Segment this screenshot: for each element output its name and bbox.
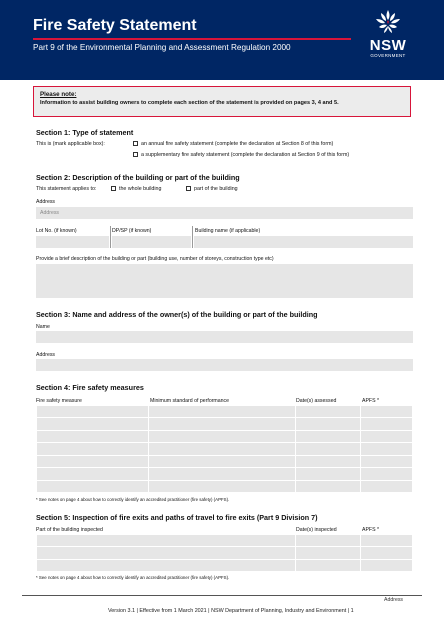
apfs-col-header: APFS *: [362, 398, 380, 404]
lot-label: Lot No. (if known): [36, 228, 77, 234]
table-cell[interactable]: [361, 455, 413, 467]
standard-col-header: Minimum standard of performance: [150, 398, 229, 404]
waratah-icon: [373, 8, 403, 38]
table-cell[interactable]: [361, 559, 413, 571]
table-row: [37, 443, 413, 455]
owner-name-field[interactable]: [36, 331, 413, 343]
table-cell[interactable]: [296, 535, 361, 547]
table-cell[interactable]: [361, 535, 413, 547]
table-cell[interactable]: [37, 559, 296, 571]
table-row: [37, 418, 413, 430]
table-cell[interactable]: [149, 418, 296, 430]
table-cell[interactable]: [37, 406, 149, 418]
supplementary-checkbox[interactable]: [133, 152, 138, 157]
table-cell[interactable]: [149, 443, 296, 455]
table-cell[interactable]: [361, 418, 413, 430]
section2-heading: Section 2: Description of the building or part of the building: [36, 173, 240, 182]
supplementary-option[interactable]: [133, 152, 349, 158]
owner-name-label: Name: [36, 324, 50, 330]
annual-checkbox[interactable]: [133, 141, 138, 146]
dpsp-label: DP/SP (if known): [112, 228, 152, 234]
footer-divider: [22, 595, 422, 596]
page-header: [0, 0, 444, 80]
annual-option[interactable]: [133, 141, 333, 147]
table-cell[interactable]: [296, 559, 361, 571]
table-cell[interactable]: [296, 418, 361, 430]
measures-col-header: Fire safety measure: [36, 398, 82, 404]
table-cell[interactable]: [37, 455, 149, 467]
owner-address-label: Address: [36, 352, 56, 358]
section5-heading: Section 5: Inspection of fire exits and paths of travel to fire exits (Part 9 Division 7): [36, 513, 318, 522]
owner-address-field[interactable]: [36, 359, 413, 371]
table-row: [37, 480, 413, 492]
section4-heading: Section 4: Fire safety measures: [36, 383, 144, 392]
table-row: [37, 430, 413, 442]
table-cell[interactable]: [37, 535, 296, 547]
description-label: Provide a brief description of the building or part (building use, number of storeys, construction type etc): [36, 256, 274, 262]
part-building-option[interactable]: [186, 186, 238, 192]
table-cell[interactable]: [361, 468, 413, 480]
date-assessed-col-header: Date(s) assessed: [296, 398, 337, 404]
apfs5-col-header: APFS *: [362, 527, 380, 533]
table-row: [37, 406, 413, 418]
part-building-checkbox[interactable]: [186, 186, 191, 191]
table-cell[interactable]: [37, 430, 149, 442]
table-cell[interactable]: [361, 406, 413, 418]
section4-footnote: * See notes on page 4 about how to correctly identify an accredited practitioner (fire safety) (APFS).: [36, 497, 230, 502]
table-cell[interactable]: [361, 547, 413, 559]
table-row: [37, 559, 413, 571]
table-cell[interactable]: [149, 468, 296, 480]
section1-intro: This is (mark applicable box):: [36, 141, 105, 147]
address-placeholder: Address: [40, 210, 60, 216]
table-cell[interactable]: [149, 455, 296, 467]
note-text: Information to assist building owners to complete each section of the statement is provided on pages 3, 4 and 5.: [40, 100, 339, 106]
table-row: [37, 547, 413, 559]
field-separator: [110, 226, 111, 248]
field-separator: [192, 226, 193, 248]
section5-footnote: * See notes on page 4 about how to correctly identify an accredited practitioner (fire safety) (APFS).: [36, 575, 230, 580]
table-cell[interactable]: [296, 406, 361, 418]
nsw-government-logo: [364, 8, 412, 70]
footer-address: Address: [384, 597, 404, 603]
part-building-label: part of the building: [194, 186, 238, 192]
lot-field[interactable]: [36, 236, 109, 248]
annual-option-label: an annual fire safety statement (complete the declaration at Section 8 of this form): [141, 141, 334, 147]
table-cell[interactable]: [149, 480, 296, 492]
footer-version: Version 3.1 | Effective from 1 March 2021 | NSW Department of Planning, Industry and Environment | 1: [108, 608, 354, 614]
logo-subtext: GOVERNMENT: [370, 53, 406, 58]
table-row: [37, 455, 413, 467]
table-row: [37, 535, 413, 547]
building-name-label: Building name (if applicable): [195, 228, 261, 234]
table-row: [37, 468, 413, 480]
table-cell[interactable]: [149, 430, 296, 442]
table-cell[interactable]: [149, 406, 296, 418]
table-cell[interactable]: [37, 468, 149, 480]
dpsp-field[interactable]: [112, 236, 191, 248]
table-cell[interactable]: [37, 418, 149, 430]
page-subtitle: Part 9 of the Environmental Planning and Assessment Regulation 2000: [33, 43, 291, 52]
table-cell[interactable]: [296, 430, 361, 442]
description-field[interactable]: [36, 264, 413, 298]
table-cell[interactable]: [37, 443, 149, 455]
section3-heading: Section 3: Name and address of the owner(s) of the building or part of the building: [36, 310, 318, 319]
whole-building-option[interactable]: [111, 186, 161, 192]
fire-safety-measures-table: [36, 405, 413, 493]
address-label: Address: [36, 199, 56, 205]
table-cell[interactable]: [361, 430, 413, 442]
table-cell[interactable]: [296, 455, 361, 467]
whole-building-checkbox[interactable]: [111, 186, 116, 191]
table-cell[interactable]: [296, 547, 361, 559]
section1-heading: Section 1: Type of statement: [36, 128, 134, 137]
fire-exits-table: [36, 534, 413, 572]
table-cell[interactable]: [361, 480, 413, 492]
table-cell[interactable]: [37, 480, 149, 492]
table-cell[interactable]: [361, 443, 413, 455]
supplementary-option-label: a supplementary fire safety statement (complete the declaration at Section 9 of this form): [141, 152, 350, 158]
applies-to-label: This statement applies to:: [36, 186, 97, 192]
table-cell[interactable]: [37, 547, 296, 559]
date-inspected-col-header: Date(s) inspected: [296, 527, 337, 533]
table-cell[interactable]: [296, 468, 361, 480]
note-box: [33, 86, 411, 117]
building-address-field[interactable]: [36, 207, 413, 219]
building-name-field[interactable]: [194, 236, 413, 248]
note-title: Please note:: [40, 91, 77, 98]
whole-building-label: the whole building: [119, 186, 162, 192]
logo-text: NSW: [369, 37, 407, 54]
header-divider: [33, 38, 351, 40]
table-cell[interactable]: [296, 480, 361, 492]
page-title: Fire Safety Statement: [33, 17, 197, 34]
table-cell[interactable]: [296, 443, 361, 455]
part-inspected-col-header: Part of the building inspected: [36, 527, 103, 533]
